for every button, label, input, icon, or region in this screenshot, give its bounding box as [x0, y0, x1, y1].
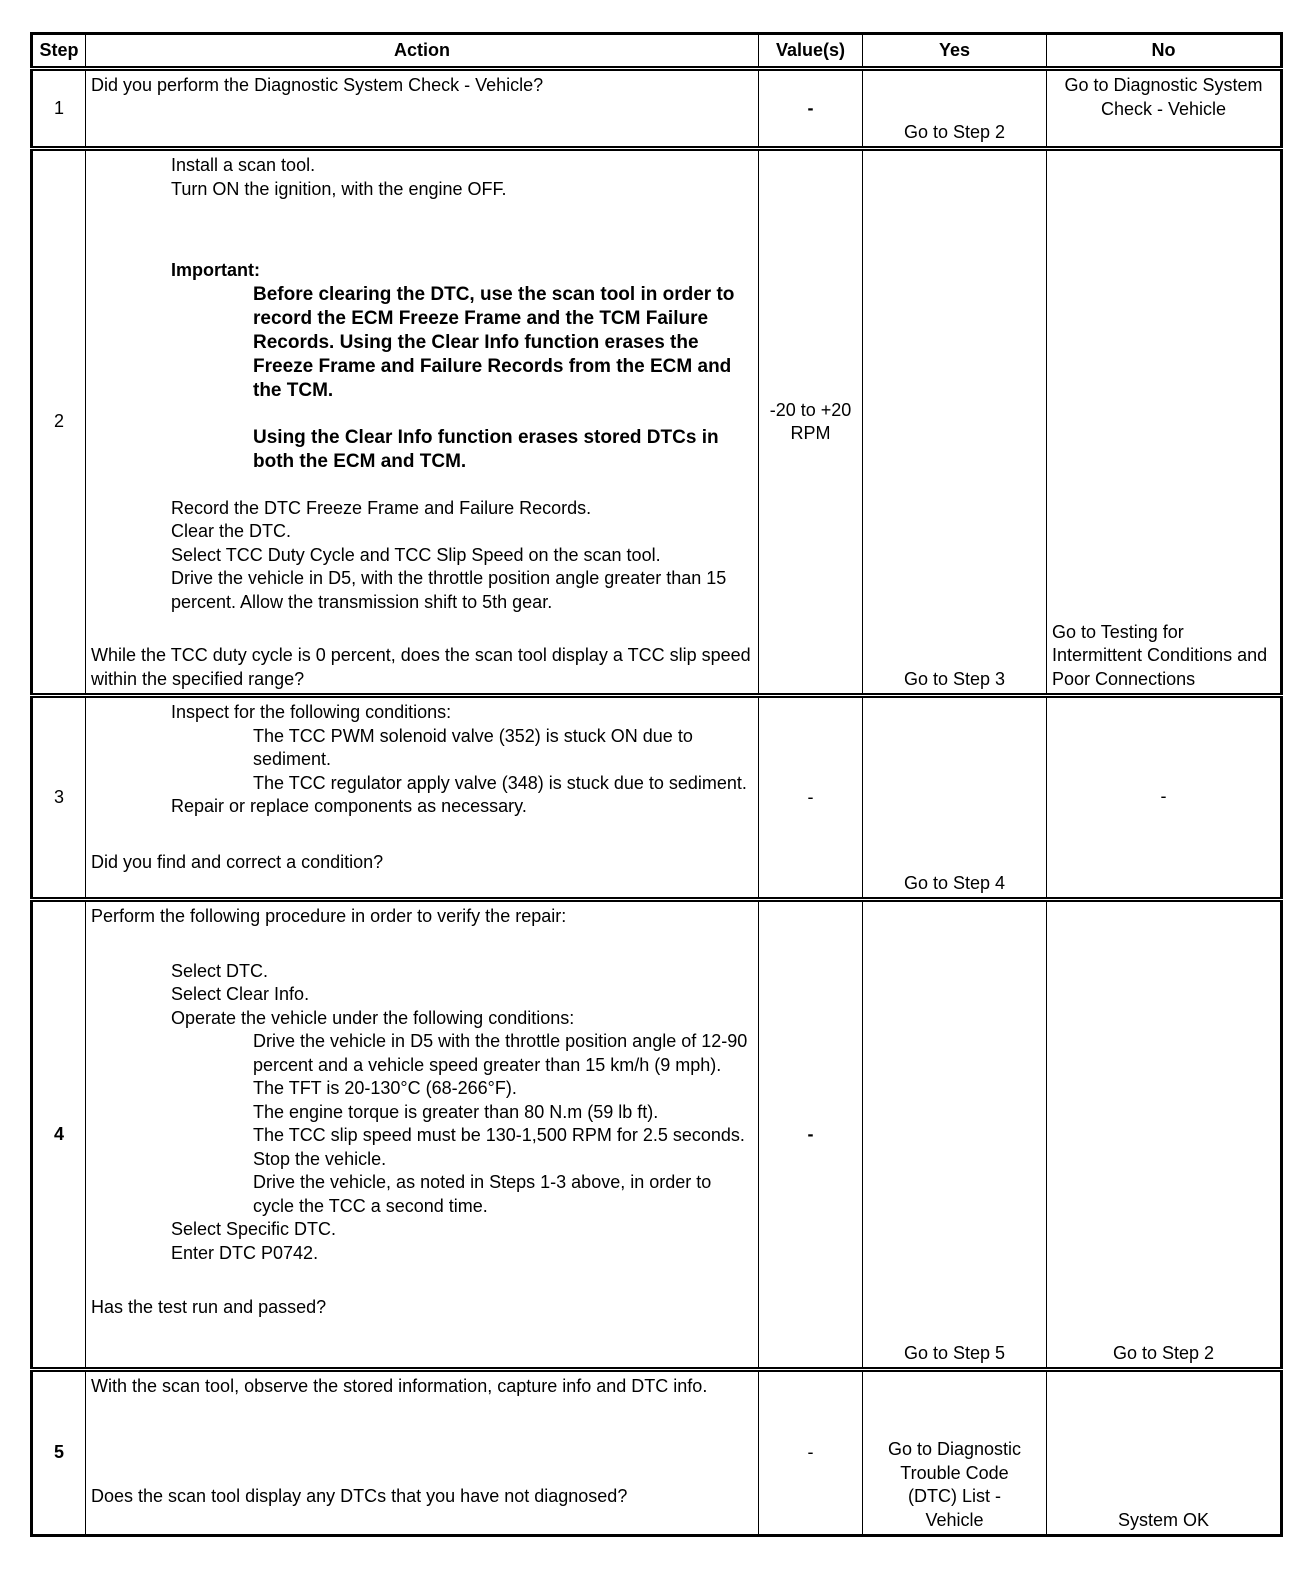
table-row-step-3 — [32, 696, 1282, 900]
step-number: 4 — [32, 900, 86, 1370]
action-item: Clear the DTC. — [171, 521, 292, 541]
action-item: Enter DTC P0742. — [171, 1242, 319, 1263]
action-item: Record the DTC Freeze Frame and Failure Records. — [171, 497, 592, 518]
condition-item: The TCC regulator apply valve (348) is stuck due to sediment. — [253, 772, 747, 793]
action-cell — [86, 696, 759, 900]
step-number: 2 — [32, 149, 86, 696]
table-row-step-2 — [32, 149, 1282, 696]
condition-item: Stop the vehicle. — [253, 1148, 387, 1169]
no-cell: Go to Testing for Intermittent Conditions and Poor Connections — [1047, 149, 1282, 696]
important-note: Using the Clear Info function erases stored DTCs in both the ECM and TCM. — [253, 426, 719, 472]
action-cell — [86, 69, 759, 149]
action-question: Did you perform the Diagnostic System Check - Vehicle? — [91, 75, 544, 95]
table-row-step-4 — [32, 900, 1282, 1370]
action-intro: Perform the following procedure in order to verify the repair: — [91, 906, 567, 926]
header-step: Step — [32, 34, 86, 69]
step-number: 1 — [32, 69, 86, 149]
action-item: Operate the vehicle under the following conditions: — [171, 1007, 575, 1028]
no-cell: Go to Step 2 — [1047, 900, 1282, 1370]
condition-item: The TFT is 20-130°C (68-266°F). — [253, 1078, 517, 1098]
value-cell: -20 to +20 RPM — [759, 149, 863, 696]
condition-item: The TCC PWM solenoid valve (352) is stuck ON due to sediment. — [253, 725, 693, 769]
action-question: Did you find and correct a condition? — [91, 851, 384, 872]
header-values: Value(s) — [759, 34, 863, 69]
action-cell — [86, 900, 759, 1370]
action-cell — [86, 1370, 759, 1536]
action-intro: With the scan tool, observe the stored information, capture info and DTC info. — [91, 1376, 708, 1396]
yes-cell: Go to Step 4 — [863, 696, 1047, 900]
condition-item: The engine torque is greater than 80 N.m (59 lb ft). — [253, 1101, 659, 1122]
action-item: Select DTC. — [171, 960, 269, 981]
important-note: Before clearing the DTC, use the scan tool in order to record the ECM Freeze Frame and the TCM Failure Records. Using the Clear Info function erases the Freeze Frame and Failure Records from the ECM and the TCM. — [253, 283, 735, 401]
value-cell: - — [759, 69, 863, 149]
header-action: Action — [86, 34, 759, 69]
header-no: No — [1047, 34, 1282, 69]
yes-cell: Go to Step 2 — [863, 69, 1047, 149]
action-cell — [86, 149, 759, 696]
action-question: Does the scan tool display any DTCs that you have not diagnosed? — [91, 1485, 628, 1506]
step-number: 3 — [32, 696, 86, 900]
action-item: Install a scan tool. — [171, 155, 316, 175]
condition-item: Drive the vehicle in D5 with the throttle position angle of 12-90 percent and a vehicle speed greater than 15 km/h (9 mph). — [253, 1031, 748, 1075]
step-number: 5 — [32, 1370, 86, 1536]
table-row-step-1 — [32, 69, 1282, 149]
condition-item: Drive the vehicle, as noted in Steps 1-3 above, in order to cycle the TCC a second time. — [253, 1172, 712, 1216]
action-item: Turn ON the ignition, with the engine OFF. — [171, 178, 507, 199]
value-cell: - — [759, 900, 863, 1370]
important-label: Important: — [171, 260, 260, 280]
header-row — [32, 34, 1282, 69]
value-cell: - — [759, 1370, 863, 1536]
action-item: Select Clear Info. — [171, 984, 310, 1004]
yes-cell: Go to Step 3 — [863, 149, 1047, 696]
no-cell: - — [1047, 696, 1282, 900]
action-item: Inspect for the following conditions: — [171, 702, 452, 722]
header-yes: Yes — [863, 34, 1047, 69]
condition-item: The TCC slip speed must be 130-1,500 RPM for 2.5 seconds. — [253, 1125, 745, 1145]
action-item: Select Specific DTC. — [171, 1219, 337, 1239]
action-question: Has the test run and passed? — [91, 1297, 327, 1317]
yes-cell: Go to Diagnostic Trouble Code (DTC) List - Vehicle — [863, 1370, 1047, 1536]
action-question: While the TCC duty cycle is 0 percent, does the scan tool display a TCC slip speed within the specified range? — [91, 645, 751, 689]
action-item: Repair or replace components as necessary. — [171, 796, 527, 816]
value-cell: - — [759, 696, 863, 900]
action-item: Drive the vehicle in D5, with the throttle position angle greater than 15 percent. Allow the transmission shift to 5th gear. — [171, 568, 727, 612]
no-cell: Go to Diagnostic System Check - Vehicle — [1047, 69, 1282, 149]
yes-cell: Go to Step 5 — [863, 900, 1047, 1370]
diagnostic-table — [30, 32, 1283, 1537]
table-row-step-5 — [32, 1370, 1282, 1536]
no-cell: System OK — [1047, 1370, 1282, 1536]
action-item: Select TCC Duty Cycle and TCC Slip Speed on the scan tool. — [171, 544, 661, 565]
